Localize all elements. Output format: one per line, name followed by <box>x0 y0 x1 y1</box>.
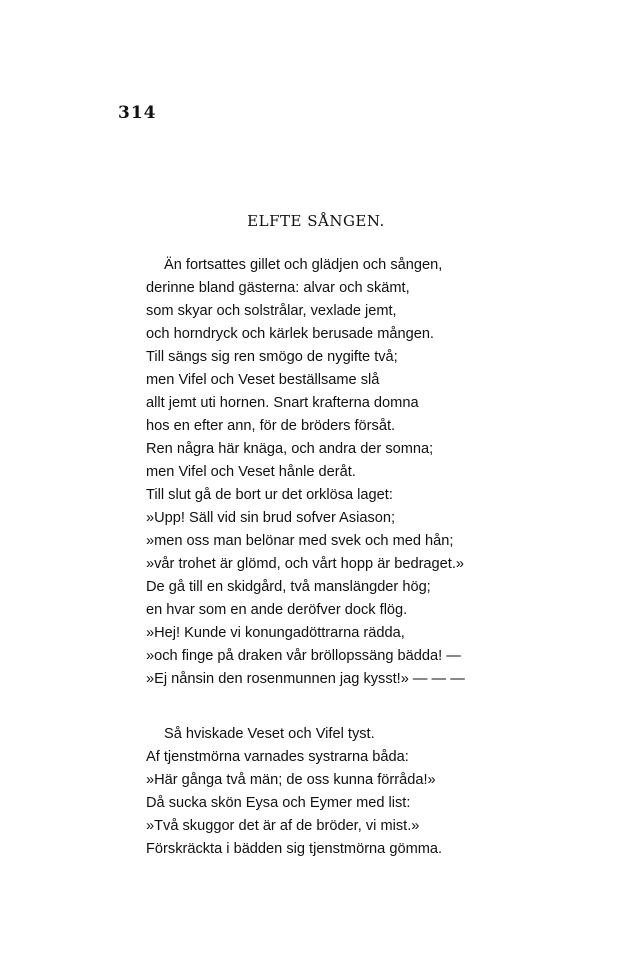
poem-line: »Här gånga två män; de oss kunna förråda!» <box>146 772 436 788</box>
poem-line: Till slut gå de bort ur det orklösa laget: <box>146 487 393 503</box>
poem-line: »Upp! Säll vid sin brud sofver Asiason; <box>146 510 396 526</box>
poem-line: »men oss man belönar med svek och med hån; <box>146 533 454 549</box>
poem-line: hos en efter ann, för de bröders försåt. <box>146 418 396 434</box>
poem-line: De gå till en skidgård, två manslängder hög; <box>146 579 431 595</box>
poem-line: allt jemt uti hornen. Snart krafterna domna <box>146 395 419 411</box>
page-number: 314 <box>118 103 157 123</box>
stanza-2 <box>146 723 442 861</box>
poem-line: derinne bland gästerna: alvar och skämt, <box>146 280 410 296</box>
section-title: ELFTE SÅNGEN. <box>247 212 385 230</box>
poem-line: en hvar som en ande deröfver dock flög. <box>146 602 408 618</box>
poem-line: Ren några här knäga, och andra der somna; <box>146 441 434 457</box>
poem-line: Till sängs sig ren smögo de nygifte två; <box>146 349 398 365</box>
poem-line: Då sucka skön Eysa och Eymer med list: <box>146 795 411 811</box>
poem-line: »vår trohet är glömd, och vårt hopp är bedraget.» <box>146 556 465 572</box>
poem-line: men Vifel och Veset beställsame slå <box>146 372 380 388</box>
poem-line: som skyar och solstrålar, vexlade jemt, <box>146 303 397 319</box>
poem-line: »Ej nånsin den rosenmunnen jag kysst!» — — — <box>146 671 465 687</box>
poem-line: »Två skuggor det är af de bröder, vi mist.» <box>146 818 420 834</box>
poem-line: och horndryck och kärlek berusade mången. <box>146 326 434 342</box>
stanza-1 <box>146 254 465 691</box>
poem-line: Förskräckta i bädden sig tjenstmörna gömma. <box>146 841 443 857</box>
poem-line: Så hviskade Veset och Vifel tyst. <box>164 726 375 742</box>
poem-line: Af tjenstmörna varnades systrarna båda: <box>146 749 409 765</box>
poem-line: men Vifel och Veset hånle deråt. <box>146 464 356 480</box>
poem-line: Än fortsattes gillet och glädjen och sången, <box>164 257 443 273</box>
poem-line: »Hej! Kunde vi konungadöttrarna rädda, <box>146 625 405 641</box>
poem-line: »och finge på draken vår bröllopssäng bädda! — <box>146 648 461 664</box>
